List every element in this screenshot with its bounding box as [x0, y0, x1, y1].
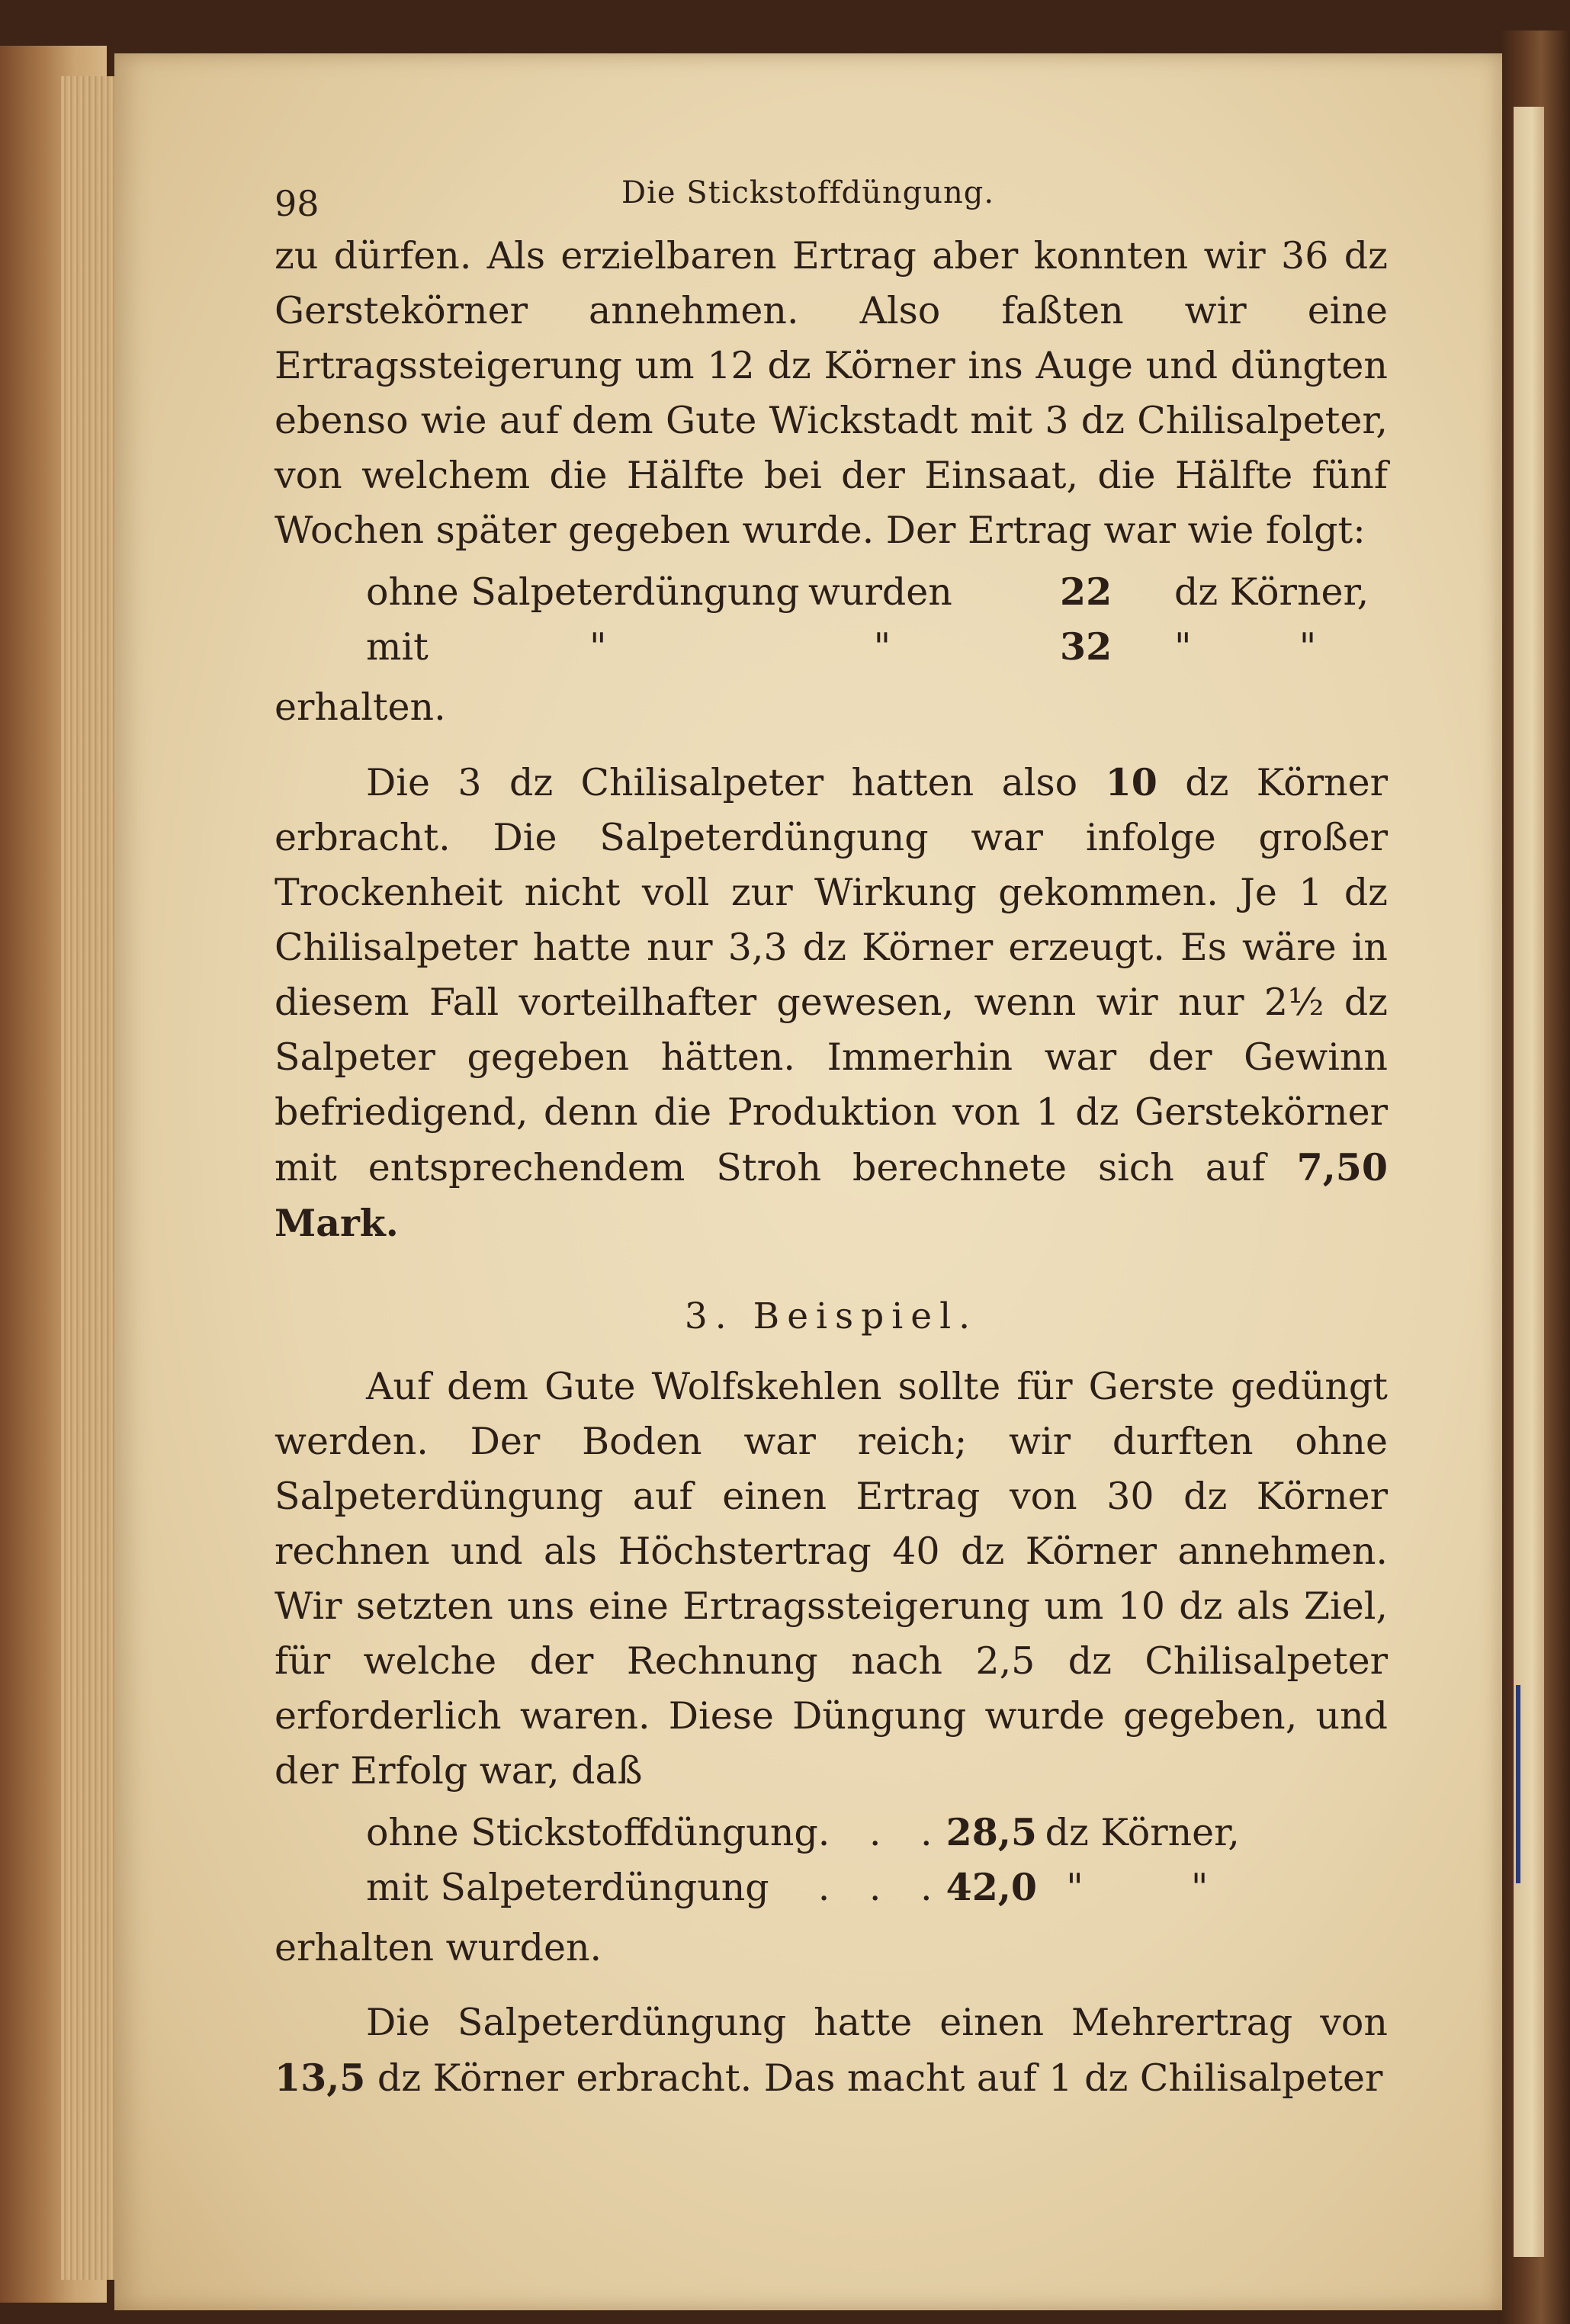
paragraph-3: Auf dem Gute Wolfskehlen sollte für Gerste gedüngt werden. Der Boden war reich; wir durften ohne Salpeterdüngung auf einen Ertrag von 30 dz Körner rechnen und als Höchstertrag 40 dz Körner annehmen. Wir setzten uns eine Ertragssteigerung um 10 dz als Ziel, für welche der Rechnung nach 2,5 dz Chilisalpeter erforderlich waren. Diese Düngung wurde gegeben, und der Erfolg war, daß	[275, 1365, 1388, 1793]
row-value: 32	[1060, 624, 1112, 669]
text-run: Die 3 dz Chilisalpeter hatten also	[366, 761, 1106, 804]
ditto-cell	[1174, 619, 1373, 674]
text-run: dz Körner erbracht. Das macht auf 1 dz Chilisalpeter	[365, 2056, 1383, 2100]
bold-value: 10	[1105, 760, 1157, 804]
text-run: dz Körner erbracht. Die Salpeterdüngung war infolge großer Trockenheit nicht voll zur Wirkung gekommen. Je 1 dz Chilisalpeter hatte nur 3,3 dz Körner erzeugt. Es wäre in diesem Fall vorteilhafter gewesen, wenn wir nur 2½ dz Salpeter gegeben hätten. Immerhin war der Gewinn befriedigend, denn die Produktion von 1 dz Gerstekörner mit entsprechendem Stroh berechnete sich auf	[275, 761, 1388, 1189]
paragraph-1: zu dürfen. Als erzielbaren Ertrag aber konnten wir 36 dz Gerstekörner annehmen. Also faßten wir eine Ertragssteigerung um 12 dz Körner ins Auge und düngten ebenso wie auf dem Gute Wickstadt mit 3 dz Chilisalpeter, von welchem die Hälfte bei der Einsaat, die Hälfte fünf Wochen später gegeben wurde. Der Ertrag war wie folgt:	[275, 234, 1388, 552]
closing-line-1: erhalten.	[275, 685, 446, 729]
yield-table-2	[366, 1805, 1244, 1915]
ditto-mark: "	[873, 624, 891, 669]
ditto-cell	[1045, 1860, 1244, 1915]
row-label: ohne Salpeterdüngung	[366, 570, 800, 614]
page-text	[275, 168, 1388, 2106]
row-value: 22	[1060, 570, 1112, 614]
row-label-text: mit	[366, 624, 429, 669]
table-row	[366, 619, 1373, 674]
yield-table-1	[366, 564, 1373, 674]
row-verb: wurden	[808, 570, 952, 614]
leader-dots: . . .	[817, 1810, 946, 1854]
table-row	[366, 1805, 1244, 1860]
row-label: ohne Stickstoffdüngung	[366, 1810, 818, 1854]
row-value: 42,0	[946, 1865, 1037, 1909]
table-row	[366, 564, 1373, 619]
ditto-mark: "	[1299, 624, 1317, 669]
row-label: mit Salpeterdüngung	[366, 1865, 769, 1909]
row-label	[366, 619, 808, 674]
row-unit: dz Körner,	[1174, 570, 1369, 614]
row-value: 28,5	[946, 1810, 1037, 1854]
running-head: Die Stickstoffdüngung.	[621, 175, 995, 210]
table-row	[366, 1860, 1244, 1915]
ditto-mark: "	[1174, 624, 1192, 669]
row-unit: dz Körner,	[1045, 1810, 1240, 1854]
ditto-mark: "	[1066, 1865, 1084, 1909]
bold-value: 13,5	[275, 2056, 366, 2100]
leader-dots: . . .	[817, 1865, 946, 1909]
page-header	[275, 168, 1388, 229]
paragraph-2	[275, 755, 1388, 1251]
page-number: 98	[275, 183, 319, 224]
text-run: Die Salpeterdüngung hatte einen Mehrertrag von	[366, 2001, 1388, 2044]
ditto-mark: "	[589, 624, 607, 669]
section-title: 3. Beispiel.	[684, 1295, 978, 1337]
ditto-cell	[808, 619, 1060, 674]
bold-value: 7,50 Mark.	[275, 1145, 1388, 1245]
next-page-sliver	[1514, 107, 1544, 2257]
ditto-mark: "	[1190, 1865, 1209, 1909]
closing-line-2: erhalten wurden.	[275, 1926, 602, 1969]
blue-bookmark	[1516, 1685, 1520, 1883]
paragraph-4	[275, 1995, 1388, 2106]
